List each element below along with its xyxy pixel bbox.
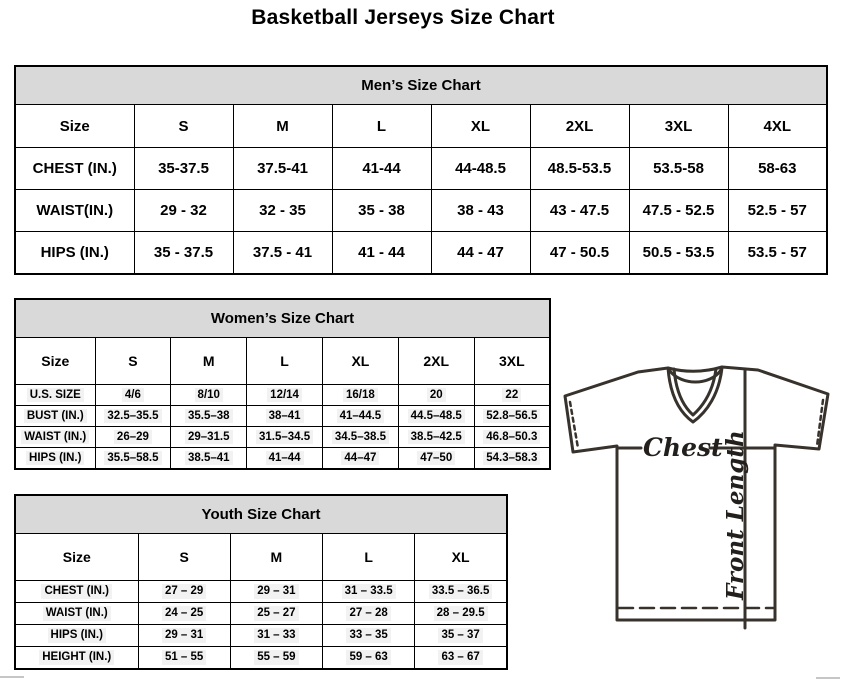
women-column-header-row: [15, 338, 550, 385]
measurement-row-label: CHEST (IN.): [15, 148, 134, 190]
size-range-cell: 12/14: [247, 385, 323, 406]
size-range-cell: 37.5 - 41: [233, 232, 332, 275]
size-range-cell: 8/10: [171, 385, 247, 406]
size-range-cell: 33 – 35: [323, 625, 415, 647]
size-range-cell: 55 – 59: [230, 647, 322, 670]
size-range-cell: 29 - 32: [134, 190, 233, 232]
measurement-row-label: HEIGHT (IN.): [15, 647, 138, 670]
youth-column-header-row: [15, 534, 507, 581]
size-range-cell: 38 - 43: [431, 190, 530, 232]
jersey-outline: [565, 367, 828, 620]
size-range-cell: 47.5 - 52.5: [629, 190, 728, 232]
men-column-header-row: [15, 105, 827, 148]
size-range-cell: 29–31.5: [171, 427, 247, 448]
youth-measurement-row: [15, 647, 507, 670]
measurement-row-label: WAIST (IN.): [15, 427, 95, 448]
size-range-cell: 26–29: [95, 427, 171, 448]
size-range-cell: 53.5-58: [629, 148, 728, 190]
size-range-cell: 29 – 31: [138, 625, 230, 647]
measurement-row-label: WAIST (IN.): [15, 603, 138, 625]
size-range-cell: 51 – 55: [138, 647, 230, 670]
chest-label: Chest: [643, 433, 723, 462]
measurement-row-label: BUST (IN.): [15, 406, 95, 427]
womens-size-table: [14, 298, 551, 470]
size-range-cell: 41–44: [247, 448, 323, 470]
men-measurement-row: [15, 148, 827, 190]
size-range-cell: 24 – 25: [138, 603, 230, 625]
size-range-cell: 16/18: [322, 385, 398, 406]
size-range-cell: 41-44: [332, 148, 431, 190]
size-column-header: S: [95, 338, 171, 385]
size-range-cell: 22: [474, 385, 550, 406]
size-column-header: XL: [415, 534, 507, 581]
size-corner-header: Size: [15, 338, 95, 385]
size-range-cell: 34.5–38.5: [322, 427, 398, 448]
size-range-cell: 44-48.5: [431, 148, 530, 190]
size-range-cell: 31 – 33.5: [323, 581, 415, 603]
size-range-cell: 31.5–34.5: [247, 427, 323, 448]
size-column-header: M: [230, 534, 322, 581]
size-column-header: XL: [431, 105, 530, 148]
size-range-cell: 54.3–58.3: [474, 448, 550, 470]
front-length-label: Front Length: [722, 430, 749, 600]
measurement-row-label: HIPS (IN.): [15, 232, 134, 275]
youth-measurement-row: [15, 625, 507, 647]
table-title-row: [15, 66, 827, 105]
women-measurement-row: [15, 448, 550, 470]
size-range-cell: 50.5 - 53.5: [629, 232, 728, 275]
size-range-cell: 29 – 31: [230, 581, 322, 603]
size-range-cell: 35.5–38: [171, 406, 247, 427]
size-range-cell: 52.5 - 57: [728, 190, 827, 232]
size-range-cell: 38.5–41: [171, 448, 247, 470]
size-range-cell: 31 – 33: [230, 625, 322, 647]
size-range-cell: 44.5–48.5: [398, 406, 474, 427]
size-range-cell: 52.8–56.5: [474, 406, 550, 427]
men-measurement-row: [15, 190, 827, 232]
size-column-header: M: [171, 338, 247, 385]
size-range-cell: 32 - 35: [233, 190, 332, 232]
size-range-cell: 33.5 – 36.5: [415, 581, 507, 603]
size-corner-header: Size: [15, 534, 138, 581]
size-column-header: 3XL: [474, 338, 550, 385]
size-range-cell: 20: [398, 385, 474, 406]
size-column-header: S: [134, 105, 233, 148]
size-range-cell: 43 - 47.5: [530, 190, 629, 232]
size-range-cell: 48.5-53.5: [530, 148, 629, 190]
size-range-cell: 4/6: [95, 385, 171, 406]
size-range-cell: 25 – 27: [230, 603, 322, 625]
womens-table-title: Women’s Size Chart: [15, 299, 550, 338]
size-range-cell: 47–50: [398, 448, 474, 470]
size-column-header: S: [138, 534, 230, 581]
youth-measurement-row: [15, 603, 507, 625]
size-range-cell: 32.5–35.5: [95, 406, 171, 427]
size-range-cell: 38–41: [247, 406, 323, 427]
size-range-cell: 38.5–42.5: [398, 427, 474, 448]
size-range-cell: 27 – 28: [323, 603, 415, 625]
size-corner-header: Size: [15, 105, 134, 148]
size-column-header: M: [233, 105, 332, 148]
size-range-cell: 41 - 44: [332, 232, 431, 275]
measurement-row-label: HIPS (IN.): [15, 625, 138, 647]
youth-measurement-row: [15, 581, 507, 603]
size-range-cell: 37.5-41: [233, 148, 332, 190]
measurement-row-label: CHEST (IN.): [15, 581, 138, 603]
women-measurement-row: [15, 406, 550, 427]
size-range-cell: 28 – 29.5: [415, 603, 507, 625]
size-column-header: L: [332, 105, 431, 148]
size-column-header: L: [247, 338, 323, 385]
size-range-cell: 41–44.5: [322, 406, 398, 427]
size-range-cell: 27 – 29: [138, 581, 230, 603]
youth-size-table: [14, 494, 508, 670]
size-column-header: L: [323, 534, 415, 581]
size-range-cell: 35.5–58.5: [95, 448, 171, 470]
size-range-cell: 58-63: [728, 148, 827, 190]
men-measurement-row: [15, 232, 827, 275]
size-range-cell: 47 - 50.5: [530, 232, 629, 275]
bottom-left-artifact: [0, 676, 24, 678]
size-range-cell: 35 - 38: [332, 190, 431, 232]
table-title-row: [15, 495, 507, 534]
size-range-cell: 44–47: [322, 448, 398, 470]
size-column-header: 4XL: [728, 105, 827, 148]
size-column-header: 3XL: [629, 105, 728, 148]
women-measurement-row: [15, 427, 550, 448]
size-range-cell: 53.5 - 57: [728, 232, 827, 275]
size-range-cell: 46.8–50.3: [474, 427, 550, 448]
size-range-cell: 35 - 37.5: [134, 232, 233, 275]
mens-size-table: [14, 65, 828, 275]
size-column-header: 2XL: [530, 105, 629, 148]
size-range-cell: 63 – 67: [415, 647, 507, 670]
mens-table-title: Men’s Size Chart: [15, 66, 827, 105]
size-column-header: 2XL: [398, 338, 474, 385]
size-range-cell: 59 – 63: [323, 647, 415, 670]
measurement-row-label: WAIST(IN.): [15, 190, 134, 232]
jersey-measurement-diagram: [552, 356, 843, 636]
page-title: Basketball Jerseys Size Chart: [251, 6, 555, 29]
table-title-row: [15, 299, 550, 338]
size-column-header: XL: [322, 338, 398, 385]
youth-table-title: Youth Size Chart: [15, 495, 507, 534]
jersey-back-neck-line: [668, 367, 722, 371]
measurement-row-label: U.S. SIZE: [15, 385, 95, 406]
women-measurement-row: [15, 385, 550, 406]
measurement-row-label: HIPS (IN.): [15, 448, 95, 470]
size-range-cell: 35 – 37: [415, 625, 507, 647]
size-range-cell: 35-37.5: [134, 148, 233, 190]
size-range-cell: 44 - 47: [431, 232, 530, 275]
